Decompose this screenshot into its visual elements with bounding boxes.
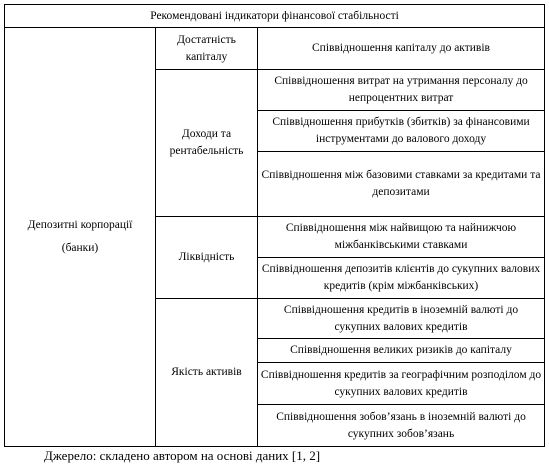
indicator-cell: Співвідношення прибутків (збитків) за фінансовими інструментами до валового доходу	[258, 111, 545, 152]
indicator-cell: Співвідношення капіталу до активів	[258, 28, 545, 70]
indicator-cell: Співвідношення депозитів клієнтів до сукупних валових кредитів (крім міжбанківських)	[258, 258, 545, 299]
indicator-cell: Співвідношення кредитів за географічним розподілом до сукупних валових кредитів	[258, 363, 545, 405]
indicator-cell: Співвідношення кредитів в іноземній валюті до сукупних валових кредитів	[258, 299, 545, 339]
group-liquidity: Ліквідність	[156, 217, 258, 299]
indicator-cell: Співвідношення зобов’язань в іноземній валюті до сукупних зобов’язань	[258, 405, 545, 447]
entity-note: (банки)	[61, 242, 99, 254]
table-title: Рекомендовані індикатори фінансової стабільності	[5, 5, 545, 28]
indicator-cell: Співвідношення між найвищою та найнижчою міжбанківськими ставками	[258, 217, 545, 258]
indicator-cell: Співвідношення великих ризиків до капіталу	[258, 339, 545, 363]
entity-name: Депозитні корпорації	[27, 219, 133, 231]
entity-cell	[5, 28, 156, 447]
group-capital-adequacy: Достатність капіталу	[156, 28, 258, 70]
indicator-cell: Співвідношення між базовими ставками за кредитами та депозитами	[258, 152, 545, 217]
indicator-cell: Співвідношення витрат на утримання персоналу до непроцентних витрат	[258, 70, 545, 111]
group-profitability: Доходи та рентабельність	[156, 70, 258, 217]
indicators-table	[4, 4, 545, 447]
source-note: Джерело: складено автором на основі даних [1, 2]	[44, 448, 321, 463]
group-asset-quality: Якість активів	[156, 299, 258, 447]
